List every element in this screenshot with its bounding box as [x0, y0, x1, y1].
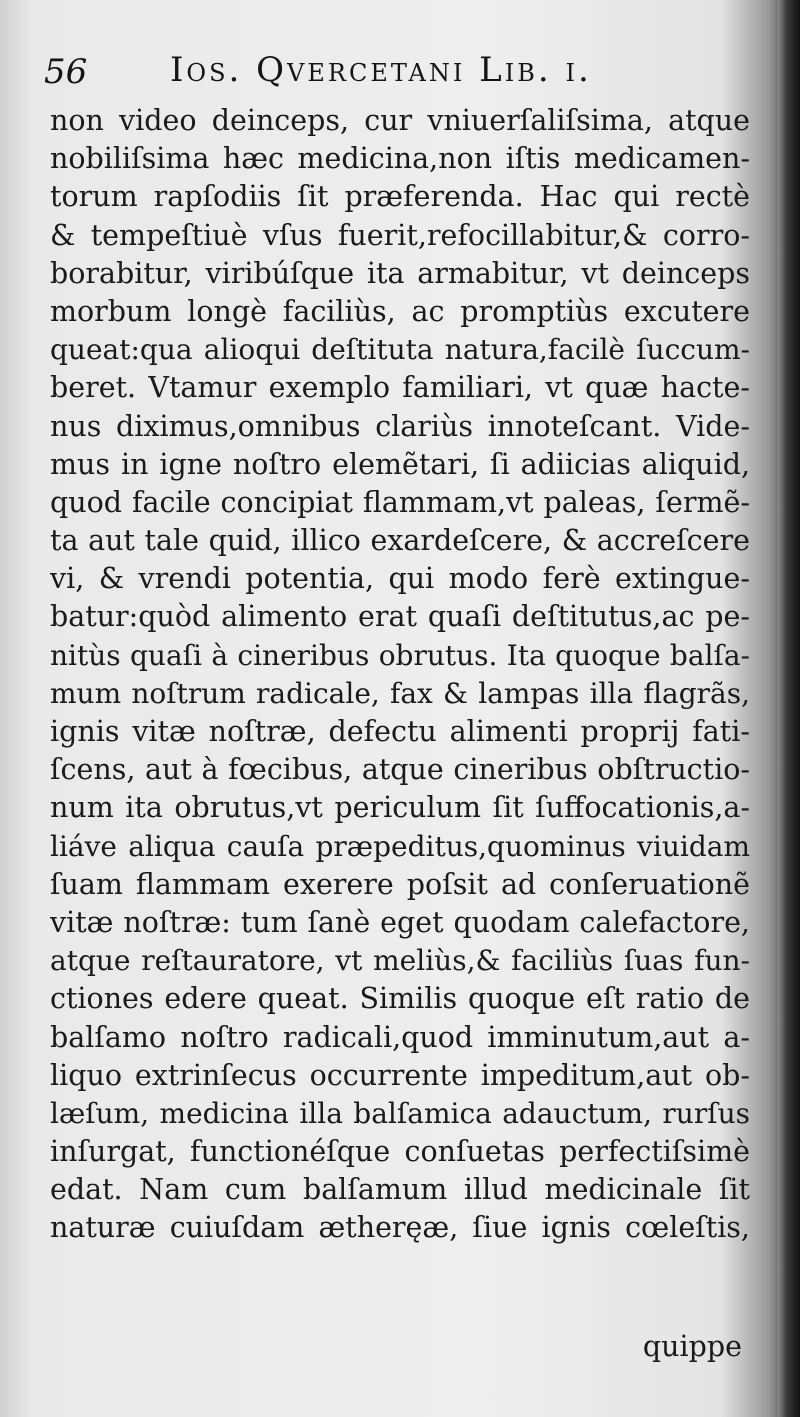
text-line: liquo extrinſecus occurrente impeditum,aut ob- [50, 1058, 750, 1092]
text-line: beret. Vtamur exemplo familiari, vt quæ hacte- [50, 371, 750, 405]
text-line: ſcens, aut à fœcibus, atque cineribus obſtructio- [50, 753, 750, 787]
text-line: num ita obrutus,vt periculum ſit ſuffocationis,a- [50, 791, 750, 825]
page-header [44, 48, 744, 98]
text-line: balſamo noſtro radicali,quod imminutum,aut a- [50, 1020, 750, 1054]
text-line: inſurgat, functionéſque conſuetas perfectiſsimè [50, 1135, 750, 1169]
text-line: borabitur, viribúſque ita armabitur, vt deinceps [50, 256, 750, 290]
text-line: nus diximus,omnibus clariùs innoteſcant. Vide- [50, 409, 750, 443]
text-line: mum noſtrum radicale, fax & lampas illa flagrãs, [50, 676, 750, 710]
text-line: edat. Nam cum balſamum illud medicinale ſit [50, 1173, 750, 1207]
page-binding-edge [778, 0, 800, 1417]
page-number: 56 [44, 52, 88, 92]
text-line: læſum, medicina illa balſamica adauctum, rurſus [50, 1096, 750, 1130]
text-line: ſuam flammam exerere poſsit ad conſeruationẽ [50, 867, 750, 901]
text-line: torum rapſodiis ſit præferenda. Hac qui rectè [50, 180, 750, 214]
text-line: ctiones edere queat. Similis quoque eſt ratio de [50, 982, 750, 1016]
text-line: liáve aliqua cauſa præpeditus,quominus viuidam [50, 829, 750, 863]
text-line: vitæ noſtræ: tum ſanè eget quodam calefactore, [50, 905, 750, 939]
text-line: mus in igne noſtro elemẽtari, ſi adiicias aliquid, [50, 447, 750, 481]
text-line: & tempeſtiuè vſus fuerit,refocillabitur,& corro- [50, 218, 750, 252]
text-line: queat:qua alioqui deſtituta natura,facilè ſuccum- [50, 333, 750, 367]
running-head: Ios. Qvercetani Lib. i. [170, 50, 592, 90]
text-line: morbum longè faciliùs, ac promptiùs excutere [50, 294, 750, 328]
text-line: ta aut tale quid, illico exardeſcere, & accreſcere [50, 524, 750, 558]
body-text [50, 102, 750, 1248]
text-line: batur:quòd alimento erat quaſi deſtitutus,ac pe- [50, 600, 750, 634]
text-line: nobiliſsima hæc medicina,non iſtis medicamen- [50, 142, 750, 176]
text-line: ignis vitæ noſtræ, defectu alimenti proprij fati- [50, 715, 750, 748]
text-line: non video deinceps, cur vniuerſaliſsima, atque [50, 104, 750, 137]
text-line: naturæ cuiuſdam ætheręæ, ſiue ignis cœleſtis, [50, 1211, 750, 1245]
text-line: atque reſtauratore, vt meliùs,& faciliùs ſuas fun- [50, 944, 750, 978]
catchword: quippe [642, 1330, 742, 1363]
text-line: quod facile concipiat flammam,vt paleas, ſermẽ- [50, 485, 750, 519]
text-line: nitùs quaſi à cineribus obrutus. Ita quoque balſa- [50, 638, 750, 672]
text-line: vi, & vrendi potentia, qui modo ferè extingue- [50, 562, 750, 596]
